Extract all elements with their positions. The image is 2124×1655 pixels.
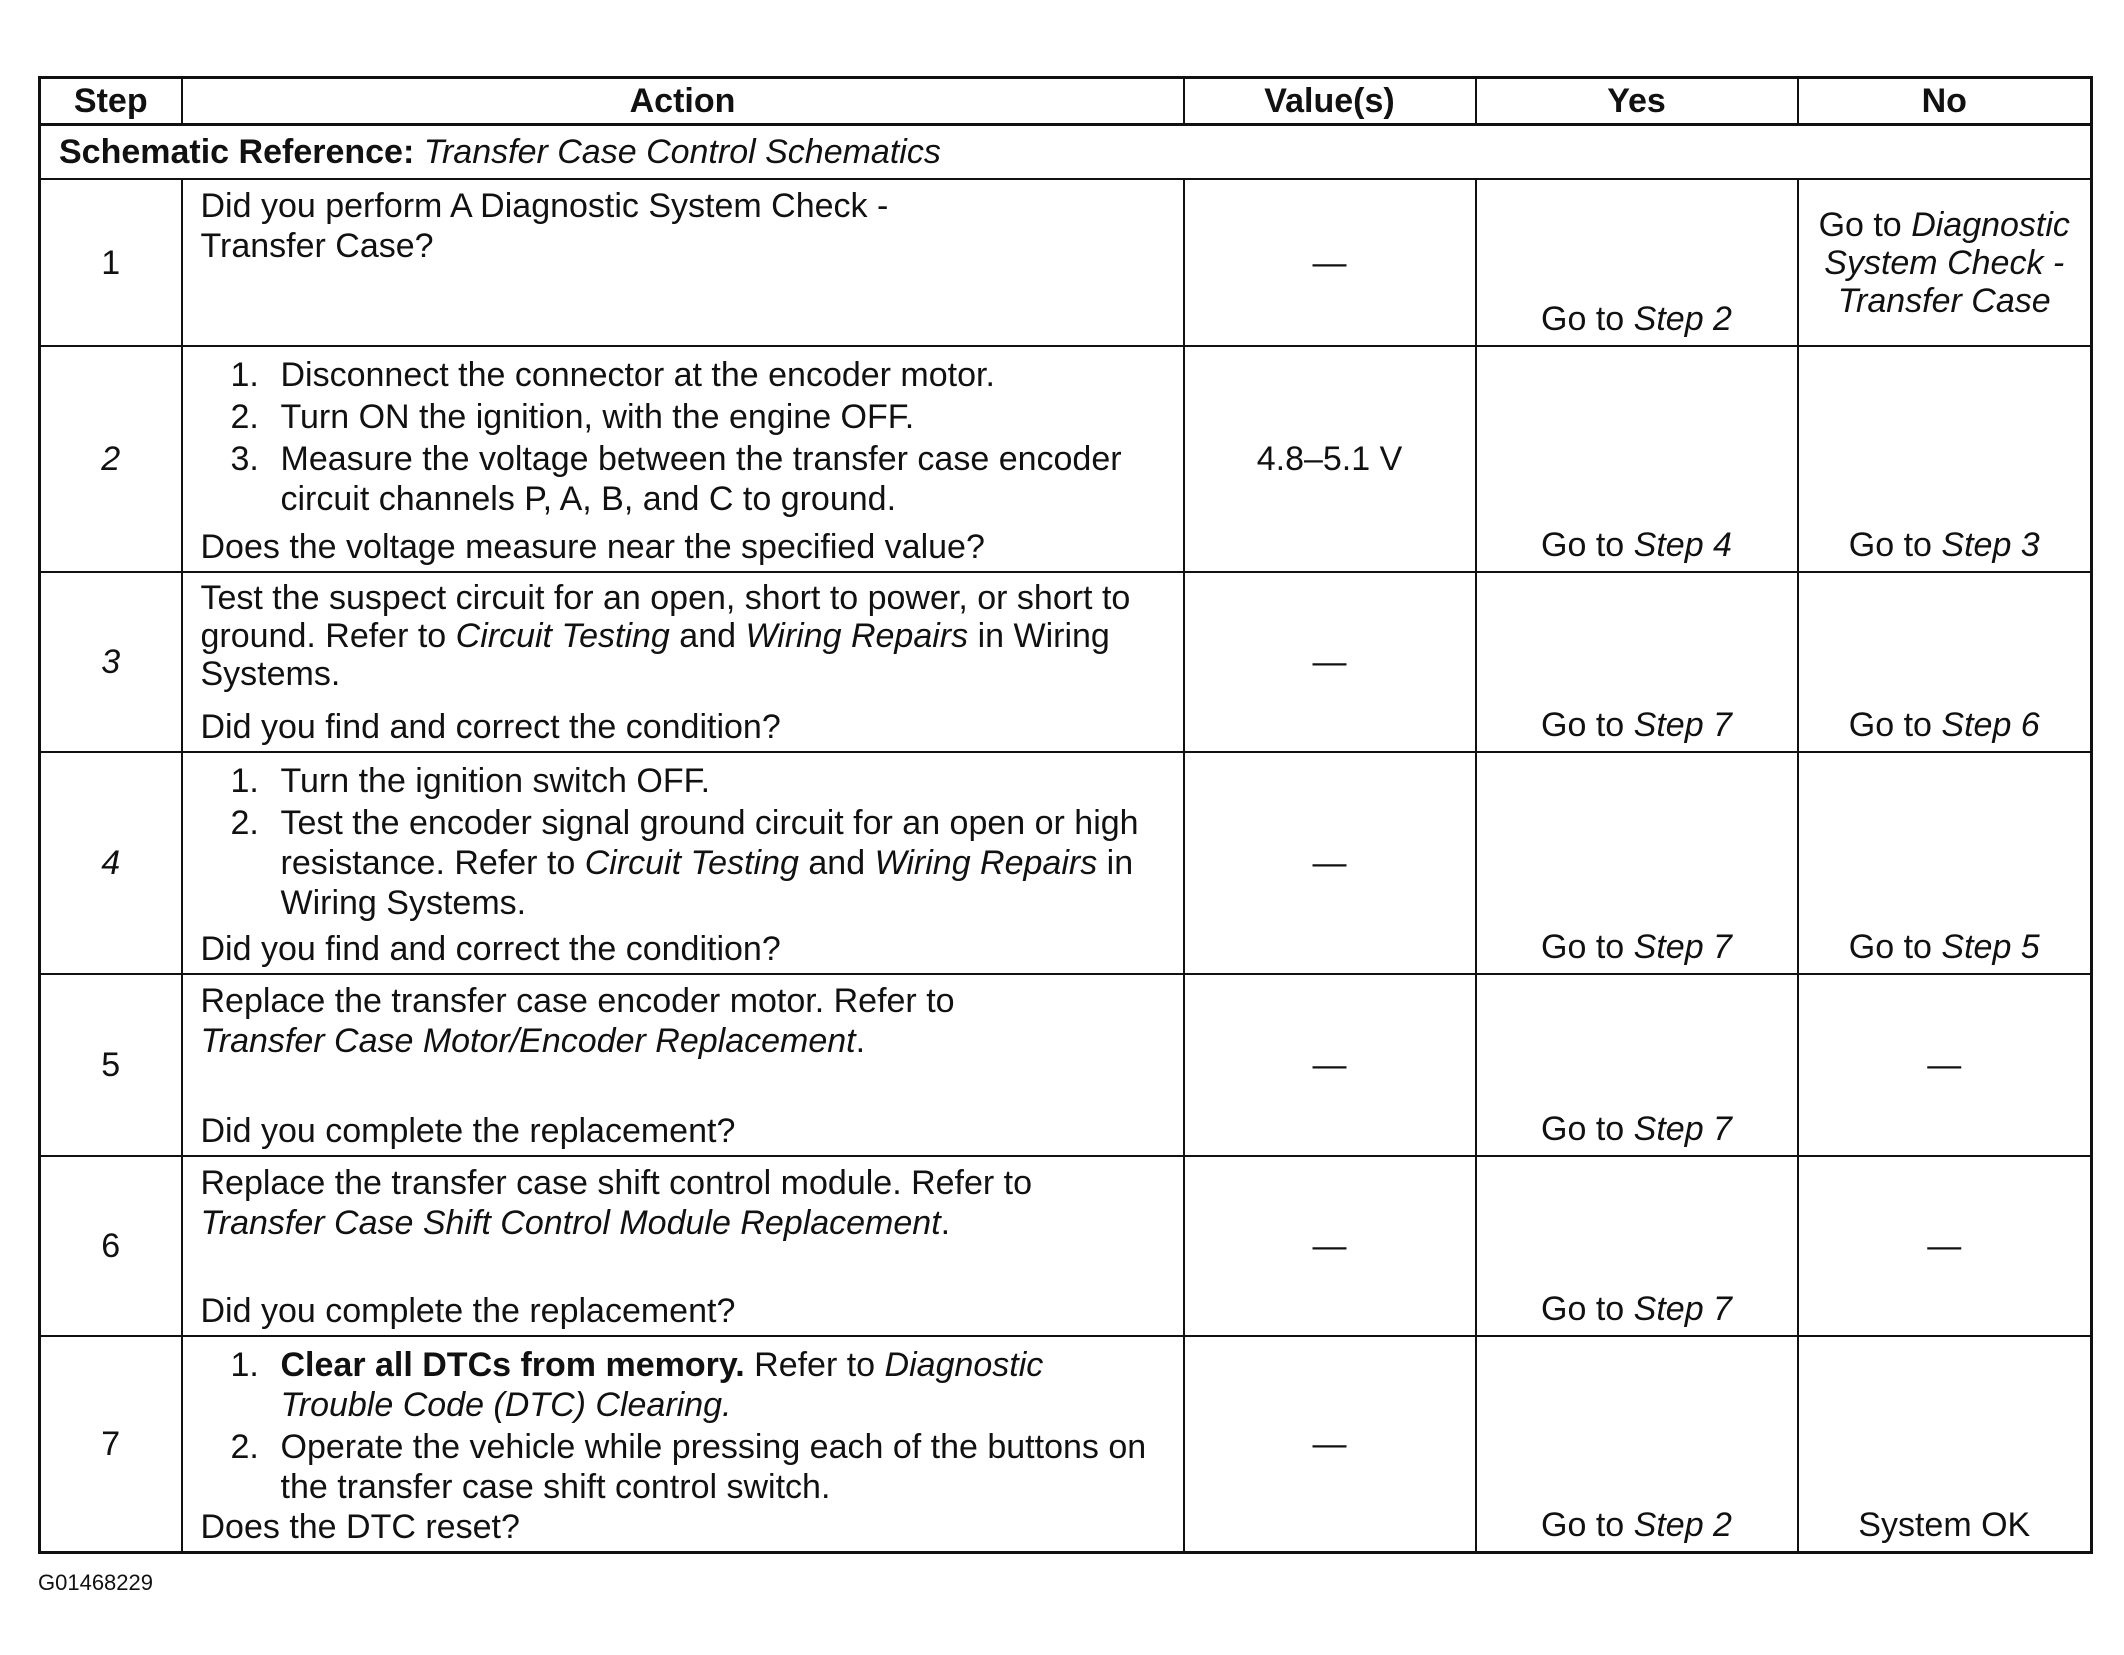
action-item: 1. Disconnect the connector at the encoder motor. — [230, 356, 995, 394]
no-cell — [1798, 752, 2092, 974]
action-cell — [182, 346, 1184, 572]
action-item: 2. Turn ON the ignition, with the engine OFF. — [230, 398, 915, 436]
go-to-text: Go to — [1541, 1110, 1625, 1148]
step-number: 5 — [40, 974, 182, 1156]
no-link[interactable]: Diagnostic — [1911, 206, 2070, 244]
value-cell: — — [1184, 179, 1476, 346]
yes-cell — [1476, 1156, 1798, 1336]
schematic-row — [40, 125, 2092, 180]
action-item: 2. Operate the vehicle while pressing each of the buttons on the transfer case shift control switch. — [230, 1428, 1147, 1506]
yes-step-link[interactable]: Step 7 — [1633, 1110, 1732, 1148]
table-row — [40, 179, 2092, 346]
go-to-text: Go to — [1818, 206, 1902, 244]
no-cell — [1798, 179, 2092, 346]
replacement-link[interactable]: Transfer Case Motor/Encoder Replacement — [200, 1022, 856, 1060]
go-to-text: Go to — [1848, 928, 1932, 966]
no-cell — [1798, 1156, 2092, 1336]
table-row — [40, 346, 2092, 572]
no-cell — [1798, 346, 2092, 572]
no-step-link[interactable]: Step 5 — [1941, 928, 2040, 966]
action-text: Transfer Case? — [200, 227, 434, 265]
yes-cell — [1476, 572, 1798, 752]
step-number: 6 — [40, 1156, 182, 1336]
action-cell — [182, 974, 1184, 1156]
table-row — [40, 1156, 2092, 1336]
yes-cell — [1476, 752, 1798, 974]
no-cell — [1798, 1336, 2092, 1553]
value-cell: — — [1184, 1156, 1476, 1336]
dtc-clearing-link[interactable]: Diagnostic Trouble Code (DTC) Clearing. — [280, 1346, 1044, 1424]
table-row — [40, 752, 2092, 974]
no-step-link[interactable]: Step 6 — [1941, 706, 2040, 744]
yes-step-link[interactable]: Step 4 — [1633, 526, 1732, 564]
action-item: 2. Test the encoder signal ground circuit for an open or high resistance. Refer to Circuit Testing and Wiring Repairs in Wiring Systems. — [230, 804, 1139, 922]
action-item: 3. Measure the voltage between the transfer case encoder circuit channels P, A, B, and C to ground. — [230, 440, 1122, 518]
go-to-text: Go to — [1541, 928, 1625, 966]
yes-step-link[interactable]: Step 2 — [1633, 300, 1732, 338]
action-item: 1. Clear all DTCs from memory. Refer to Diagnostic Trouble Code (DTC) Clearing. — [230, 1346, 1044, 1424]
circuit-testing-link[interactable]: Circuit Testing — [455, 617, 670, 655]
action-text: in Wiring Systems. — [200, 617, 1110, 693]
go-to-text: Go to — [1848, 526, 1932, 564]
value-cell: — — [1184, 752, 1476, 974]
go-to-text: Go to — [1848, 706, 1932, 744]
action-cell — [182, 1156, 1184, 1336]
value-cell: — — [1184, 1336, 1476, 1553]
yes-step-link[interactable]: Step 2 — [1633, 1506, 1732, 1544]
header-yes: Yes — [1476, 78, 1798, 125]
question-text: Does the voltage measure near the specified value? — [200, 528, 985, 566]
yes-cell — [1476, 974, 1798, 1156]
no-step-link[interactable]: Step 3 — [1941, 526, 2040, 564]
go-to-text: Go to — [1541, 300, 1625, 338]
value-cell: — — [1184, 974, 1476, 1156]
schematic-reference — [40, 125, 2092, 180]
schematic-link[interactable]: Transfer Case Control Schematics — [423, 133, 941, 171]
step-number: 1 — [40, 179, 182, 346]
header-row — [40, 78, 2092, 125]
yes-cell — [1476, 179, 1798, 346]
period: . — [855, 1022, 866, 1060]
header-values: Value(s) — [1184, 78, 1476, 125]
no-cell — [1798, 572, 2092, 752]
header-no: No — [1798, 78, 2092, 125]
replacement-link[interactable]: Transfer Case Shift Control Module Replacement — [200, 1204, 941, 1242]
yes-step-link[interactable]: Step 7 — [1633, 1290, 1732, 1328]
no-link-cont[interactable]: Transfer Case — [1837, 282, 2051, 320]
go-to-text: Go to — [1541, 1506, 1625, 1544]
go-to-text: Go to — [1541, 526, 1625, 564]
question-text: Did you find and correct the condition? — [200, 930, 781, 968]
step-number: 7 — [40, 1336, 182, 1553]
header-action: Action — [182, 78, 1184, 125]
go-to-text: Go to — [1541, 706, 1625, 744]
step-number: 2 — [40, 346, 182, 572]
table-row — [40, 572, 2092, 752]
no-dash: — — [1927, 1046, 1962, 1084]
value-cell: — — [1184, 572, 1476, 752]
table-row — [40, 1336, 2092, 1553]
diagnostic-table — [38, 76, 2093, 1554]
schematic-label: Schematic Reference: — [59, 133, 415, 171]
yes-step-link[interactable]: Step 7 — [1633, 928, 1732, 966]
action-text: Replace the transfer case encoder motor. Refer to — [200, 982, 955, 1020]
action-item: 1. Turn the ignition switch OFF. — [230, 762, 711, 800]
period: . — [940, 1204, 951, 1242]
question-text: Did you find and correct the condition? — [200, 708, 781, 746]
question-text: Did you complete the replacement? — [200, 1112, 736, 1150]
header-step: Step — [40, 78, 182, 125]
action-cell — [182, 572, 1184, 752]
action-text: Test the suspect circuit for an open, short to power, or short to ground. Refer to — [200, 579, 1131, 655]
action-text: Did you perform A Diagnostic System Check - — [200, 187, 889, 225]
yes-cell — [1476, 1336, 1798, 1553]
question-text: Did you complete the replacement? — [200, 1292, 736, 1330]
step-number: 3 — [40, 572, 182, 752]
value-cell: 4.8–5.1 V — [1184, 346, 1476, 572]
action-text: Replace the transfer case shift control module. Refer to — [200, 1164, 1033, 1202]
action-cell — [182, 1336, 1184, 1553]
action-cell — [182, 752, 1184, 974]
wiring-repairs-link[interactable]: Wiring Repairs — [745, 617, 969, 655]
action-cell — [182, 179, 1184, 346]
circuit-testing-link[interactable]: Circuit Testing — [584, 844, 799, 882]
yes-cell — [1476, 346, 1798, 572]
wiring-repairs-link[interactable]: Wiring Repairs — [874, 844, 1098, 882]
no-link-cont[interactable]: System Check - — [1824, 244, 2065, 282]
step-number: 4 — [40, 752, 182, 974]
action-text: and — [679, 617, 737, 655]
no-dash: — — [1927, 1227, 1962, 1265]
system-ok-text: System OK — [1858, 1506, 2031, 1544]
go-to-text: Go to — [1541, 1290, 1625, 1328]
yes-step-link[interactable]: Step 7 — [1633, 706, 1732, 744]
table-row — [40, 974, 2092, 1156]
question-text: Does the DTC reset? — [200, 1508, 520, 1546]
no-cell — [1798, 974, 2092, 1156]
figure-id: G01468229 — [38, 1570, 153, 1595]
